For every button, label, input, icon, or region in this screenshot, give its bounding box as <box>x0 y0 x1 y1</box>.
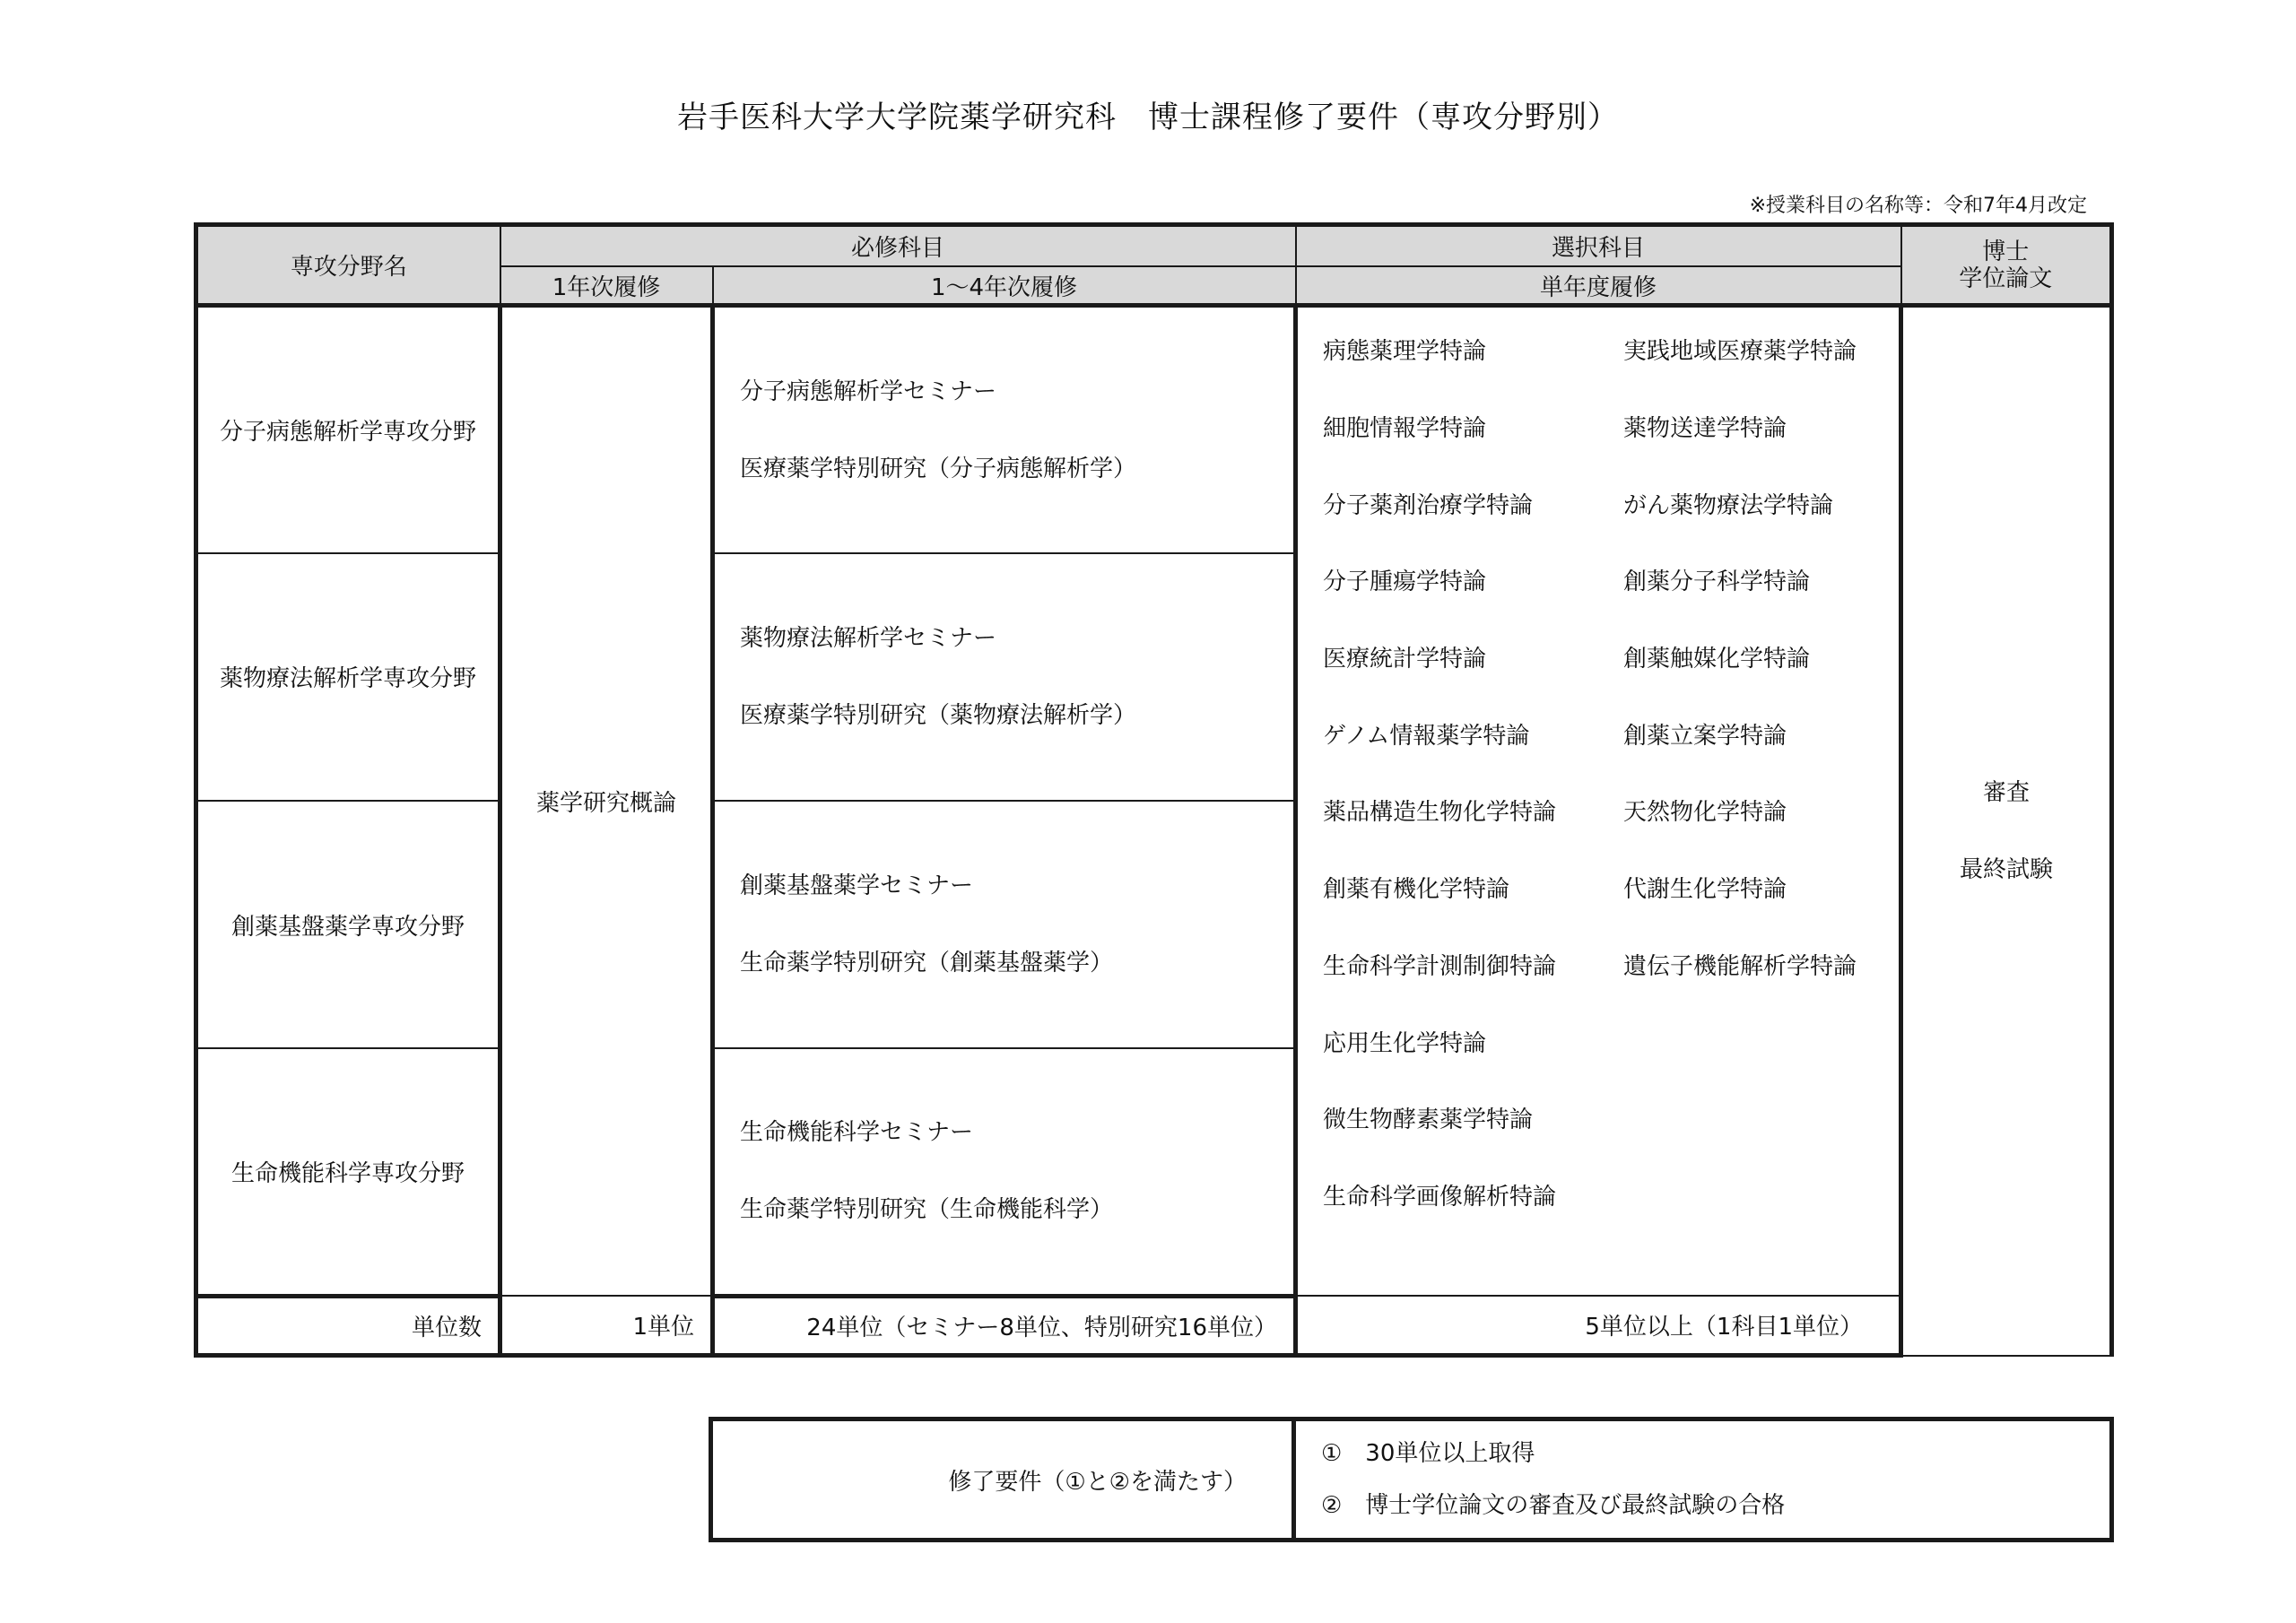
revision-note: ※授業科目の名称等：令和7年4月改定 <box>1749 195 2087 217</box>
field-name-2: 薬物療法解析学専攻分野 <box>196 553 500 801</box>
year1-course: 薬学研究概論 <box>500 306 713 1296</box>
seminar-4: 生命機能科学セミナー <box>740 1119 974 1147</box>
credits-year1: 1単位 <box>500 1296 713 1355</box>
field-courses-4 <box>713 1048 1296 1296</box>
header-field-name: 専攻分野名 <box>196 225 500 306</box>
elective-course: 分子薬剤治療学特論 <box>1323 491 1534 519</box>
field-name-1: 分子病態解析学専攻分野 <box>196 306 500 553</box>
elective-list <box>1296 306 1901 1296</box>
completion-label: 修了要件（①と②を満たす） <box>711 1419 1294 1541</box>
requirements-table <box>194 222 2114 1358</box>
research-4: 生命薬学特別研究（生命機能科学） <box>740 1196 1114 1224</box>
elective-course: 薬品構造生物化学特論 <box>1323 799 1557 827</box>
thesis-final-exam: 最終試験 <box>1960 855 2054 883</box>
elective-course: がん薬物療法学特論 <box>1623 491 1834 519</box>
elective-course: 天然物化学特論 <box>1623 799 1787 827</box>
elective-course: 創薬分子科学特論 <box>1623 568 1811 596</box>
elective-course: 遺伝子機能解析学特論 <box>1623 952 1857 980</box>
elective-course <box>1623 1098 1892 1175</box>
field-courses-3 <box>713 801 1296 1048</box>
research-1: 医療薬学特別研究（分子病態解析学） <box>740 455 1137 482</box>
elective-course: 実践地域医療薬学特論 <box>1623 338 1857 366</box>
elective-course: 微生物酵素薬学特論 <box>1323 1107 1534 1134</box>
seminar-2: 薬物療法解析学セミナー <box>740 624 997 652</box>
field-name-3: 創薬基盤薬学専攻分野 <box>196 801 500 1048</box>
elective-course: 細胞情報学特論 <box>1323 415 1487 443</box>
seminar-1: 分子病態解析学セミナー <box>740 378 997 405</box>
completion-item-2: ② 博士学位論文の審査及び最終試験の合格 <box>1321 1492 1786 1519</box>
elective-course: ゲノム情報薬学特論 <box>1323 722 1530 750</box>
header-thesis-line2: 学位論文 <box>1959 265 2053 292</box>
header-thesis-line1: 博士 <box>1982 238 2030 265</box>
elective-course: 創薬有機化学特論 <box>1323 876 1510 904</box>
elective-course: 薬物送達学特論 <box>1623 415 1787 443</box>
elective-course: 応用生化学特論 <box>1323 1029 1487 1057</box>
field-courses-2 <box>713 553 1296 801</box>
page-title: 岩手医科大学大学院薬学研究科 博士課程修了要件（専攻分野別） <box>677 100 1619 135</box>
header-thesis <box>1901 225 2112 306</box>
research-3: 生命薬学特別研究（創薬基盤薬学） <box>740 950 1114 977</box>
field-name-4: 生命機能科学専攻分野 <box>196 1048 500 1296</box>
elective-course: 生命科学画像解析特論 <box>1323 1183 1557 1211</box>
elective-course: 創薬触媒化学特論 <box>1623 646 1811 673</box>
elective-course <box>1623 1021 1892 1098</box>
elective-course: 生命科学計測制御特論 <box>1323 952 1557 980</box>
field-courses-1 <box>713 306 1296 553</box>
elective-course: 創薬立案学特論 <box>1623 722 1787 750</box>
credits-year1-4: 24単位（セミナー8単位、特別研究16単位） <box>713 1296 1296 1355</box>
header-required-year1: 1年次履修 <box>500 266 713 306</box>
credits-label: 単位数 <box>196 1296 500 1355</box>
header-required: 必修科目 <box>500 225 1296 266</box>
research-2: 医療薬学特別研究（薬物療法解析学） <box>740 701 1137 729</box>
header-elective-single: 単年度履修 <box>1296 266 1901 306</box>
elective-grid <box>1323 329 1899 1251</box>
completion-requirements <box>709 1417 2114 1542</box>
header-required-year1-4: 1～4年次履修 <box>713 266 1296 306</box>
header-elective: 選択科目 <box>1296 225 1901 266</box>
completion-items <box>1294 1419 2112 1541</box>
elective-course: 医療統計学特論 <box>1323 646 1487 673</box>
elective-course: 代謝生化学特論 <box>1623 876 1787 904</box>
elective-course: 分子腫瘍学特論 <box>1323 568 1487 596</box>
elective-course: 病態薬理学特論 <box>1323 338 1487 366</box>
credits-elective: 5単位以上（1科目1単位） <box>1296 1296 1901 1355</box>
thesis-body <box>1901 306 2112 1356</box>
seminar-3: 創薬基盤薬学セミナー <box>740 872 974 900</box>
completion-item-1: ① 30単位以上取得 <box>1321 1440 1535 1467</box>
elective-course <box>1623 1175 1892 1252</box>
thesis-review: 審査 <box>1983 778 2031 806</box>
